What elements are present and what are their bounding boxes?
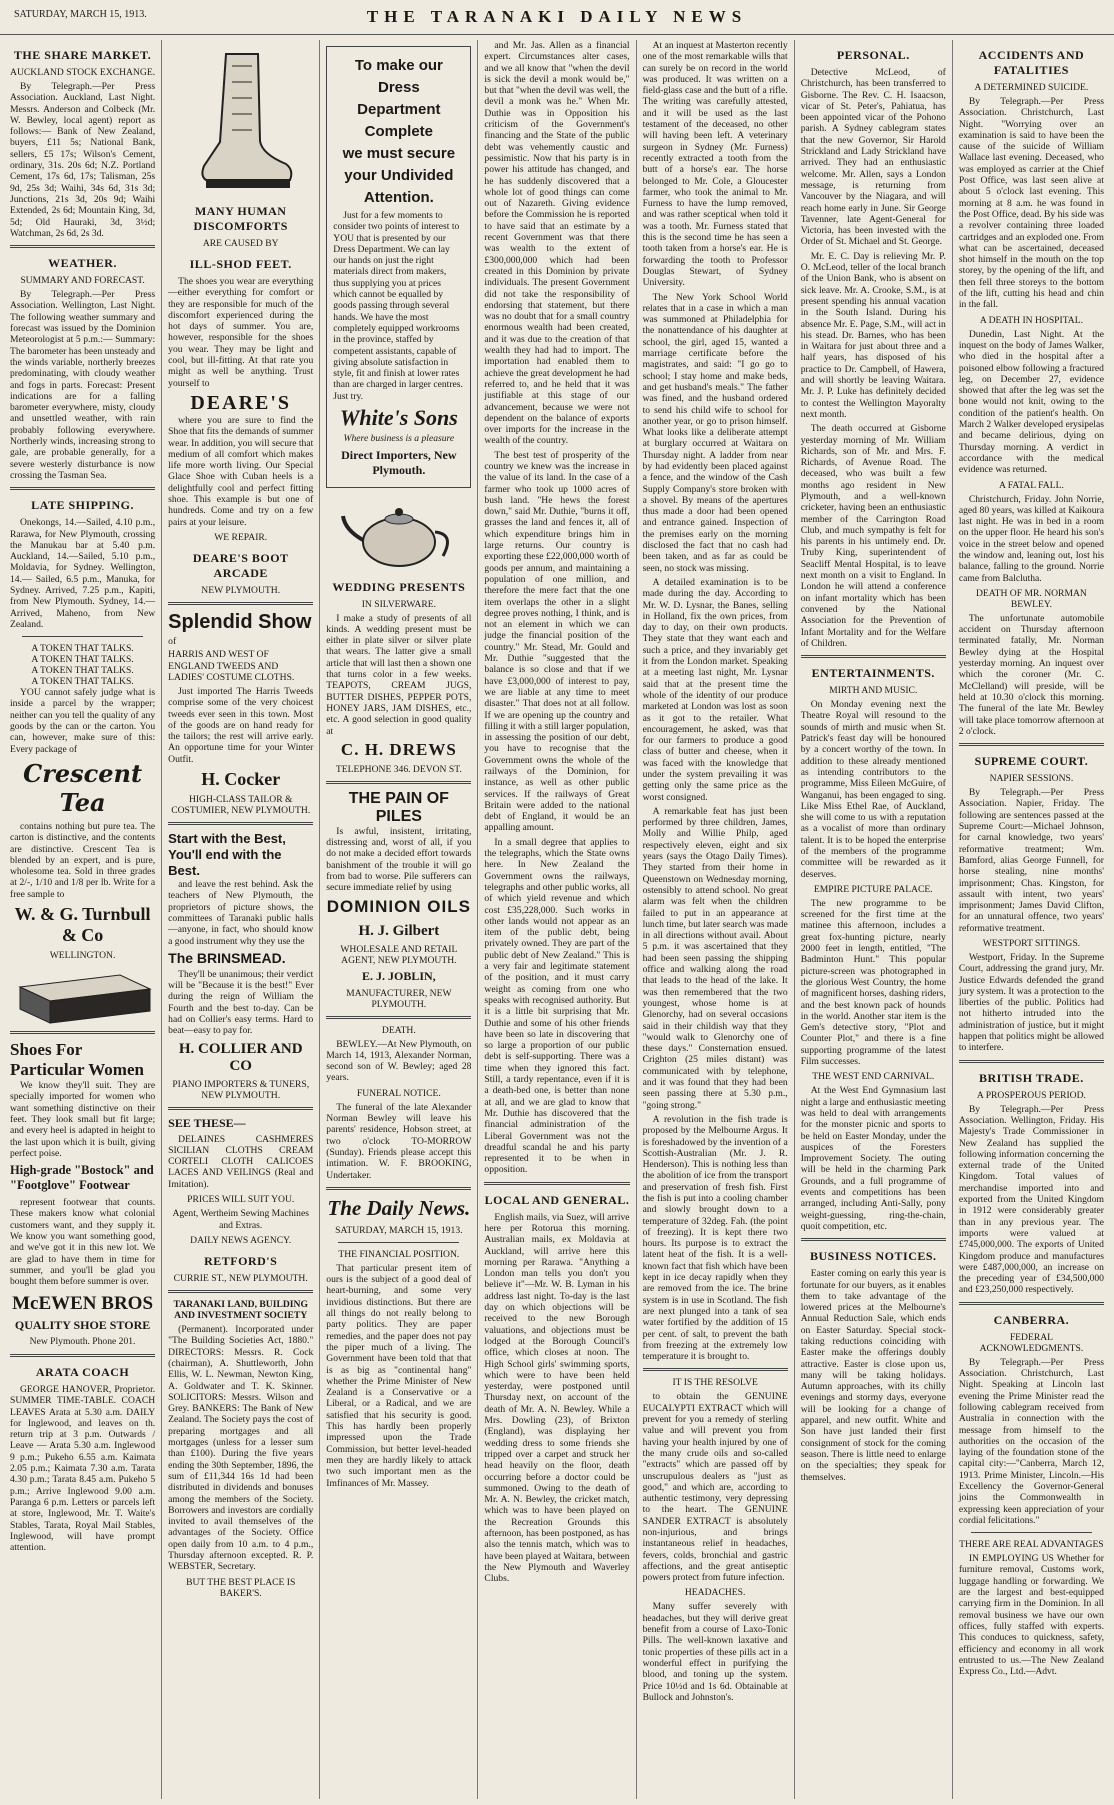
- column-1: [4, 40, 162, 1799]
- splendid-of: of: [168, 635, 177, 647]
- paper-date: SATURDAY, MARCH 15, 1913.: [335, 1224, 463, 1236]
- editorial-text: In a small degree that applies to the telegraphs, which the State owns here. In New Zealand the Government owns the railways, telegraphs and other public works, all of which yield revenue and which cost £35,228,000. Such works in other lands would not appear as an item of the public debt, being privately owned. They are part of the public debt of New Zealand." This is a very fair and legitimate statement of the position, and it must carry weight as coming from one who speaks with recognised authority. But it is a little bit surprising that Mr. Duthie and some of his other friends have been so late in discovering that so large a proportion of our public debt is self-supporting. There was a time when they ignored this fact. Still, a tardy repentance, even if it is a death-bed one, is better than none at all, and we are glad to know that Mr. Duthie has discovered that the financial administration of the Liberal Government was not the dreadful scandal he and his party represented it to be when in opposition.: [484, 836, 630, 1176]
- divider: [10, 1031, 155, 1034]
- resolve-heading: IT IS THE RESOLVE: [672, 1377, 758, 1389]
- mcewen-subtitle: QUALITY SHOE STORE: [14, 1318, 151, 1333]
- dress-line: your Undivided: [344, 167, 454, 184]
- retford-address: CURRIE ST., NEW PLYMOUTH.: [173, 1273, 308, 1285]
- divider: [801, 1238, 946, 1241]
- column-3: [320, 40, 478, 1799]
- entertainments-heading: ENTERTAINMENTS.: [811, 666, 935, 681]
- discomforts-heading: MANY HUMAN DISCOMFORTS: [193, 204, 288, 233]
- shipping-heading: LATE SHIPPING.: [31, 498, 134, 513]
- dress-line: To make our: [354, 57, 443, 74]
- personal-text: The death occurred at Gisborne yesterday morning of Mr. William Richards, son of Mr. and Mrs. F. Richards, of Avenue Road. The deceased, who was built a few months ago resident in New Plymouth, and a well-known cricketer, having been an enthusiastic member of the Carrington Road Club, and much sympathy is felt for his parents in his untimely end. Dr. Truby King, superintendent of Seacliff Mental Hospital, is to leave next month on a visit to England. In London he will attend a conference on infant mortality which has been convened by the National Association for the Prevention of Infant Mortality and for the Welfare of Children.: [800, 423, 946, 649]
- funeral-heading: FUNERAL NOTICE.: [356, 1087, 441, 1099]
- divider: [643, 1368, 788, 1371]
- newspaper-title: THE TARANAKI DAILY NEWS: [366, 7, 748, 26]
- gilbert-subtitle: WHOLESALE AND RETAIL AGENT, NEW PLYMOUTH.: [340, 943, 458, 966]
- supreme-court-heading: SUPREME COURT.: [974, 754, 1089, 769]
- divider: [10, 245, 155, 248]
- hospital-heading: A DEATH IN HOSPITAL.: [979, 314, 1083, 326]
- we-repair: WE REPAIR.: [214, 531, 268, 543]
- news-text: At an inquest at Masterton recently one of the most remarkable wills that can surely be on record in the world was produced. It was written on a field-glass case and the butt of a rifle. The writing was carefully attested, and it will be used as the last testament of the deceased, no other will having been left. A veterinary surgeon in Sydney (Mr. Furness) recently extracted a tooth from the butt of a horse's ear. The horse belonged to Mr. Cole, a Gloucester farmer, who took the animal to Mr. Furness to have the lump removed, and was rather sceptical when told it was a tooth. Mr. Furness stated that this is the second time he has seen a tooth taken from a horse's ear. He is forwarding the tooth to Professor Douglas Stewart, of Sydney University.: [642, 40, 788, 289]
- mcewen-address: New Plymouth. Phone 201.: [29, 1336, 136, 1348]
- coach-heading: ARATA COACH: [35, 1364, 130, 1379]
- piles-text: Is awful, insistent, irritating, distressing and, worst of all, if you do not make a decided effort towards banishment of the trouble it will go from bad to worse. Pile sufferers can secure immediate relief by using: [326, 825, 472, 894]
- divider: [10, 1354, 155, 1357]
- piles-heading: THE PAIN OF PILES: [348, 789, 449, 825]
- advantages-text: IN EMPLOYING US Whether for furniture removal, Customs work, luggage handling or forwarding. We are the largest and best-equipped carrying firm in the Dominion. In all removal business we have our own offices, fully staffed with experts. This conduces to quickness, safety, efficiency and economy in all work entrusted to us.—The New Zealand Express Co., Ltd.—Advt.: [958, 1553, 1104, 1678]
- deare-text-2: where you are sure to find the Shoe that fits the demands of summer wear. In addition, you will secure that medium of all comfort which makes life more worth living. Our Special Glace Shoe with Cuban heels is a delightfully cool and perfect fitting shoe. This example is but one of hundreds. Come and try on a few pairs at your leisure.: [168, 414, 314, 528]
- gilbert-brand: H. J. Gilbert: [358, 922, 440, 939]
- start-subheading: You'll end with the Best.: [168, 847, 282, 879]
- prices-line: PRICES WILL SUIT YOU.: [187, 1194, 295, 1206]
- issue-date: SATURDAY, MARCH 15, 1913.: [14, 9, 147, 20]
- drews-brand: C. H. DREWS: [340, 739, 457, 759]
- splendid-heading: Splendid Show: [168, 610, 312, 633]
- financial-text: That particular present item of ours is the subject of a good deal of heart-burning, and some very invidious distinctions. But there are all things do not really belong to party politics. They are paper remedies, and the paper does not pay the piper much of a living. The Government have been told that that is as big as "continental hang" whether the Prime Minister of New Zealand is a Conservative or a Liberal, or a Radical, and we are satisfied that his security is good. This has hardly been properly impressed upon the Trade Commission, but better level-headed men they are hardly likely to attack two such important men as the Imfinances of Mr. Massey.: [326, 1262, 472, 1489]
- wedding-text: I make a study of presents of all kinds. A wedding present must be either in plate silver or silver plate that wears. The latter give a small article that will last then a shown one that turns color in a few weeks. TEAPOTS, CREAM JUGS, BUTTER DISHES, PEPPER POTS, HONEY JARS, JAM DISHES, etc., etc. A good selection in good quality at: [326, 612, 472, 737]
- editorial-text: and Mr. Jas. Allen as a financial expert. Circumstances alter cases, and we all know that "when the devil is sick the devil a monk would be," but that "when the devil was well, the devil a monk was he." When Mr. Duthie was in Opposition his criticism of the Government's financing and the State of the public debt was vehemently caustic and pessimistic. Now that his party is in power his attitude has changed, and he has suddenly discovered that a whole lot of good things can come out of Nazareth. Giving evidence before the Commission he is reported to have said that an estimate by a recent Government was that there was wealth to the extent of £300,000,000 which had been created in this Dominion by private individuals. The present Government did not take the responsibility of endorsing that statement, but there was no doubt that for a small country enormous wealth had been created, and it was due to the creation of that wealth they had had to import. The importation had enabled them to achieve the great development he had referred to, and he held that it was justifiable at this stage of our advancement, because we were not dependent on the balance of exports over imports for the increase in the wealth of the country.: [484, 40, 630, 447]
- deare-place: NEW PLYMOUTH.: [201, 584, 281, 596]
- deare-text: The shoes you wear are everything—either everything for comfort or they are responsible for much of the discomfort experienced during the hot days of summer. You are, however, responsible for the shoes you wear. They may be light and cool, but ill-fitting. At that rate you might as well be anything. Trust yourself to: [168, 276, 314, 389]
- mirth-text: On Monday evening next the Theatre Royal will resound to the sounds of mirth and music when St. Patrick's feast day will be honoured by a concert worthy of the town. In addition to these already mentioned as intending contributors to the programme, Miss Eileen McGuire, of Wanganui, has been engaged to sing. Like Miss Ethel Rae, of Auckland, she will come to us with a reputation as a vocalist of more than ordinary talent. It is to be hoped the enterprise of the members of the programme committee will be rewarded as it deserves.: [800, 699, 946, 880]
- collier-subtitle: PIANO IMPORTERS & TUNERS, NEW PLYMOUTH.: [172, 1078, 310, 1101]
- british-trade-heading: BRITISH TRADE.: [979, 1070, 1084, 1085]
- personal-text: Mr. E. C. Day is relieving Mr. P. O. McLeod, teller of the local branch of the Union Bank, who is absent on sick leave. Mr. A. Crooke, S.M., is at present spending his annual vacation in the South Island. During his absence Mr. E. Page, S.M., will act in his stead. Dr. Barnes, who has been in Waitara for just about three and a half years, has disposed of his practice to Dr. Campbell, of Hawera, and will shortly be leaving Waitara. Mr. J. P. Luke has definitely decided to contest the Wellington Mayoralty next month.: [800, 250, 946, 420]
- divider: [168, 1290, 313, 1293]
- suicide-text: By Telegraph.—Per Press Association. Christchurch, Last Night. "Worrying over an examination is said to have been the cause of the suicide of William Wallace last evening. Deceased, who was employed as carrier at the Chief Post Office, was last seen alive at about 5 o'clock last evening. This morning at 8 a.m. he was found in the Post Office, dead. By his side was a revolver containing three loaded cartridges and an exploded one. From what can be ascertained, deceased shot himself in the mouth on the top storey, by the opening of the lift, and then fell three storeys to the bottom of the lift, cutting his head and chin in the fall.: [958, 96, 1104, 311]
- whites-tagline: Where business is a pleasure: [343, 433, 455, 445]
- bewley-text: The unfortunate automobile accident on Thursday afternoon terminated fatally, Mr. Norman Bewley dying at the Hospital yesterday morning. An inquest over which the coroner (Mr. C. McClelland) will preside, will be held at 10.30 o'clock this morning. The funeral of the late Mr. Bewley will take place tomorrow afternoon at 2 o'clock.: [958, 612, 1104, 737]
- empire-heading: EMPIRE PICTURE PALACE.: [813, 883, 933, 895]
- crescent-tea-text: contains nothing but pure tea. The carton is distinctive, and the contents are distinctive. Crescent Tea is blended by an expert, and is pure, wholesome tea. Sold in three grades at 2/-, 1/10 and 1/8 per lb. Write for a free sample to: [10, 820, 156, 900]
- shoes-text: We know they'll suit. They are specially imported for women who want something distinctive on their feet. They look small but fit large; and every heel is adapted in height to the last upon which it is built, giving perfect poise.: [10, 1080, 156, 1159]
- death-heading: DEATH.: [381, 1024, 416, 1036]
- lace-boot-icon: [186, 46, 296, 196]
- discomforts-subheading: ARE CAUSED BY: [202, 238, 279, 249]
- news-text: A remarkable feat has just been performed by three children, James, Molly and Willie Philp, aged respectively eleven, eight and six years (says the Otago Daily Times). They started from their home in Queenstown on Wednesday morning, ostensibly to attend school. No great alarm was felt when the children failed to put in an appearance at lunch time, but later search was made in all directions without avail. About 5 p.m. it was ascertained that they had been seen passing the shipping office and walking along the road that leads to the head of the lake. It was then remembered that the two youngest, whose home is at Glenorchy, had on several occasions said in their childish way that they "would walk to Glenorchy one of these days." Consternation ensued. Crighton (25 miles distant) was communicated with by telephone, and it was found that they had been seen passing there at 5.30 p.m., "going strong.": [642, 805, 788, 1111]
- cocker-brand: H. Cocker: [201, 769, 281, 790]
- dress-line: we must secure: [342, 145, 456, 162]
- columns: [4, 40, 1110, 1799]
- westport-text: Westport, Friday. In the Supreme Court, addressing the grand jury, Mr. Justice Edwards defended the grand jury system. It was a protection to the liberties of the public. Politics had not hitherto intruded into the administration of justice, but it might happen that politics might be allowed to interfere.: [958, 952, 1104, 1054]
- divider: [484, 1182, 629, 1185]
- turnbull-brand: W. & G. Turnbull & Co: [14, 904, 151, 946]
- westport-heading: WESTPORT SITTINGS.: [982, 938, 1081, 949]
- shoes-heading: Shoes For Particular Women: [10, 1040, 144, 1080]
- local-general-text: English mails, via Suez, will arrive here per Rotorua this morning. Australian mails, ex Moldavia at Auckland, will arrive here this morning per Rarawa. "Anything a London man tells you don't you believe it"—Mr. W. B. Lyman in his address last night. To-day is the last day on which objections will be received to the new Borough valuations, and objections must be lodged at the Borough Council's office, which closes at noon. The High School girls' swimming sports, which were to have been held yesterday, were postponed until Thursday next, on account of the death of Mr. A. N. Bewley. While a Mrs. Dowling (23), of Brixton (England), was displaying her wedding dress to some friends she tripped over a carpet and struck her head heavily on the floor, death occurring before a doctor could be summoned. Owing to the death of Mr. A. N. Bewley, the cricket match, which was to have been played on the Recreation Grounds this afternoon, has been postponed, as has also the tennis match, which was to have been played at Waitara, between the New Plymouth and Waverley Clubs.: [484, 1211, 630, 1585]
- funeral-text: The funeral of the late Alexander Norman Bewley will leave his parents' residence, Hobson street, at two o'clock TO-MORROW (Sunday). Friends please accept this intimation. W. F. BROOKING, Undertaker.: [326, 1101, 472, 1181]
- start-text: and leave the rest behind. Ask the teachers of New Plymouth, the proprietors of picture shows, the committees of Taranaki public halls—anyone, in fact, who should know a good instrument why they use the: [168, 879, 314, 947]
- crescent-tea-logo: Crescent Tea: [23, 758, 143, 817]
- divider: [326, 781, 471, 784]
- bostock-text: represent footwear that counts. These makers know what colonial customers want, and they supply it. We know you want something good, and we've got it in this new lot. We are glad to have them in time for summer, and you'll be glad you bought them before summer is over.: [10, 1197, 156, 1288]
- column-4: [478, 40, 636, 1799]
- dress-text: Just for a few moments to consider two points of interest to YOU that is presented by our Dress Department. We can lay our hands on just the right materials direct from makers, thus supplying you at prices which cannot be equalled by goods passing through several hands. We have the most completely equipped workrooms in the province, staffed by competent assistants, capable of giving absolute satisfaction in style, fit and finish at lower rates than are charged in larger centres. Just try.: [333, 210, 463, 402]
- trade-text: By Telegraph.—Per Press Association. Wellington, Friday. His Majesty's Trade Commissioner in New Zealand has supplied the following information concerning the external trade of the United Kingdom. Total values of merchandise imported into and exported from the United Kingdom in 1912 were considerably greater than in any previous year. The imports were valued at £745,000,000. The exports of United Kingdom produce and manufactures were £487,000,000, an increase on the preceding year of £34,500,000 and £23,250,000 respectively.: [958, 1103, 1104, 1296]
- bewley-heading: DEATH OF MR. NORMAN BEWLEY.: [975, 587, 1087, 610]
- divider: [971, 1532, 1092, 1533]
- divider: [10, 487, 155, 490]
- share-market-text: By Telegraph.—Per Press Association. Auckland, Last Night. Messrs. Anderson and Colbeck (Mr. W. Bewley, local agent) report as follows:— Bank of New Zealand, buyers, £11 5s; National Bank, sellers, £5 17s; Wilson's Cement, ordinary, 31s. 20s 6d; N.Z. Portland Cement, 17s 6d, 17s; Talisman, 25s 9d, 25s 3d; Waihi, 34s 6d, 31s 3d; Junctions, 21s 3d, 20s 9d; Waihi Extended, 2s 6d; Mountain King, 3d, 5d; Old Hauraki, 3d, 3½d; Watchman, 2s 6d, 2s 3d.: [10, 81, 156, 239]
- token-line: A TOKEN THAT TALKS.: [31, 654, 134, 666]
- column-7: [953, 40, 1110, 1799]
- suicide-heading: A DETERMINED SUICIDE.: [974, 82, 1089, 93]
- personal-heading: PERSONAL.: [836, 48, 910, 62]
- canberra-heading: CANBERRA.: [993, 1312, 1070, 1327]
- coach-text: GEORGE HANOVER, Proprietor. SUMMER TIME-TABLE. COACH LEAVES Arata at 5.30 a.m. DAILY for Inglewood, and leaves on th. return trip at 3 p.m. Outwards / Leave — Arata 5.30 a.m. Inglewood 9 p.m.; Pukeho 6.55 a.m. Kaimata 2.05 p.m.; Kaimata 7.30 a.m. Tarata 4.30 p.m.; Tarata 8.45 a.m. Pukeho 5 p.m.; Arrive Inglewood 9.00 a.m. Paranga 6 p.m. Letters or parcels left at store, Inglewood, Mr. T. Waite's Stables, Tarata, Royal Mail Stables, Inglewood, will have prompt attention.: [10, 1383, 156, 1554]
- news-text: A revolution in the fish trade is proposed by the Melbourne Argus. It is foreshadowed by the invention of a Scottish-Australian (Mr. J. R. Henderson). This is nothing less than the abolition of ice from the transport and preservation of fresh fish. First the fish is put into a cooling chamber and slowly brought down to a temperature of 32deg. Fah. (the point of freezing). It is kept there two hours. Its purpose is to extract the latent heat of the fish. It is a well-known fact that fish which have been kept in ice decay rapidly when they are removed from the ice. The brine system is in use in Scotland. The fish are next plunged into a tank of sea water fortified by the addition of 15 per cent. of salt, to prevent the bath from freezing at the extremely low temperature it is brought to.: [642, 1113, 788, 1363]
- retford-brand: RETFORD'S: [204, 1254, 278, 1269]
- wedding-heading: WEDDING PRESENTS: [332, 579, 466, 594]
- token-line: A TOKEN THAT TALKS.: [31, 643, 134, 655]
- editorial-text: The best test of prosperity of the country we knew was the increase in the value of its land. In the case of a farmer who took up 1000 acres of bush land. "He hews the forest down," said Mr. Duthie, "burns it off, grasses the land and fences it, all of which expenditure brings him in large returns. Our country is exporting these £22,000,000 worth of goods per annum, and maintaining a population of one million, and therefore the mere fact that the one item overlaps the other in a slight degree proves nothing, I think, and is not an element in which we can judge the financial position of the country." Mr. Stead, Mr. Gould and Mr. Duthie "suggested that the balance is so close and that if we have £3,000,000 of interest to pay, we are liable at any time to meet disaster." That does not at all follow. If we are opening up the country and filling it with a still larger population, in assessing the position of our debt, you have to recognise that the Government owns the whole of the railways of the Dominion, for instance, as well as other public services. If the railways of Great Britain were added to the national debt of England, it would be an appalling amount.: [484, 449, 630, 834]
- see-these-heading: SEE THESE—: [168, 1115, 246, 1130]
- news-text: A detailed examination is to be made during the day. According to Mr. W. D. Lysnar, the Banes, selling in Holland, fix the own prices, from day to day, on their own products. They state that they want each and such a price, and they invariably get it from the London market. Speaking at a meeting last night, Mr. Lysnar said that at the present time the whole of the identity of our produce marketed at London was lost as soon as it got to the retailer. What encouragement, he asked, was that for our farmers to produce a good class of butter and cheese, when it was faced with the knowledge that under the system prevailing it was getting only the same price as the worst consigned.: [642, 576, 788, 803]
- teapot-icon: [339, 494, 459, 572]
- ill-shod-heading: ILL-SHOD FEET.: [189, 257, 292, 271]
- bostock-heading: High-grade "Bostock" and "Footglove" Footwear: [10, 1163, 154, 1193]
- masthead: [0, 0, 1114, 35]
- drews-subtitle: TELEPHONE 346. DEVON ST.: [335, 763, 462, 775]
- divider: [168, 1107, 313, 1110]
- deare-brand: DEARE'S: [190, 391, 292, 414]
- mirth-heading: MIRTH AND MUSIC.: [829, 685, 918, 697]
- divider: [959, 1302, 1104, 1305]
- dress-line: Attention.: [363, 189, 434, 206]
- divider: [959, 743, 1104, 746]
- business-heading: BUSINESS NOTICES.: [809, 1249, 937, 1264]
- token-text: YOU cannot safely judge what is inside a parcel by the wrapper; neither can you tell the quality of any goods by the can or the carton. You can, however, make sure of this: Every package of: [10, 687, 156, 755]
- joblin-subtitle: MANUFACTURER, NEW PLYMOUTH.: [346, 987, 452, 1010]
- fall-heading: A FATAL FALL.: [998, 479, 1064, 491]
- advantages-heading: THERE ARE REAL ADVANTAGES: [959, 1539, 1104, 1551]
- divider: [326, 1187, 471, 1190]
- brinsmead-heading: The BRINSMEAD.: [168, 949, 286, 966]
- deare-arcade: DEARE'S BOOT ARCADE: [192, 550, 289, 580]
- financial-heading: THE FINANCIAL POSITION.: [338, 1248, 460, 1260]
- bottom-ad: BUT THE BEST PLACE IS BAKER'S.: [186, 1576, 296, 1599]
- wedding-subheading: IN SILVERWARE.: [361, 598, 436, 610]
- wertheim-line: Agent, Wertheim Sewing Machines and Extras.: [172, 1208, 309, 1231]
- local-general-heading: LOCAL AND GENERAL.: [484, 1192, 630, 1207]
- turnbull-place: WELLINGTON.: [49, 950, 116, 962]
- mcewen-brand: McEWEN BROS: [12, 1293, 154, 1315]
- land-society-heading: TARANAKI LAND, BUILDING AND INVESTMENT SOCIETY: [173, 1299, 308, 1322]
- business-text: Easter coming on early this year is fortunate for our buyers, as it enables them to take advantage of the lowered prices at the Melbourne's Annual Reduction Sale, which ends on Easter Saturday. Special stock-taking reductions coinciding with Easter make the offerings doubly attractive. Easter is close upon us, many will be taking holidays. Autumn approaches, with its chilly evenings and stormy days, everyone will be looking for a change of apparel, and new outfit. White and Son have just landed their first consignment of stock for the coming season. There is little need to enlarge on the specialties; they speak for themselves.: [800, 1268, 946, 1483]
- token-line: A TOKEN THAT TALKS.: [31, 676, 134, 688]
- napier-heading: NAPIER SESSIONS.: [989, 773, 1074, 785]
- see-these-text: DELAINES CASHMERES SICILIAN CLOTHS CREAM CORTELI CLOTH CALICOES LACES AND VEILINGS (Real and Imitation).: [168, 1133, 314, 1190]
- canberra-text: By Telegraph.—Per Press Association. Christchurch, Last Night. Speaking at Lincoln last evening the Prime Minister read the following cablegram received from Australia in connection with the message from himself to the authorities on the occasion of the laying of the foundation stone of the capital city:—"Canberra, March 12, 1913. Prime Minister, Lincoln.—His Excellency the Governor-General joins the Commonwealth in expressing keen appreciation of your cordial felicitations.": [958, 1356, 1104, 1526]
- news-text: The New York School World relates that in a case in which a man was summoned at Philadelphia for the nonattendance of his daughter at school, the girl, aged 15, wanted a marriage certificate before the magistrates, and said: "I go go to school; I stay home and make beds, and get husband's meals." The father was fined, and the husband ordered to send his child wife to school for another year, or go to prison himself. What looks like a deliberate attempt at burglary occurred at Waitara on Thursday night. A ladder from near by had evidently been placed against a fence, and the window of the Cash Supply Company's store broken with a shovel. By means of the apertures thus made a door had been opened and entrance gained. Inspection of the premises early on the morning disclosed the fact that no cash had been taken, and as far as could be seen, no stock was missing.: [642, 291, 788, 574]
- weather-heading: WEATHER.: [48, 256, 117, 271]
- divider: [801, 655, 946, 658]
- joblin-brand: E. J. JOBLIN,: [362, 968, 436, 983]
- whites-subtitle: Direct Importers, New Plymouth.: [341, 447, 457, 477]
- prosperous-heading: A PROSPEROUS PERIOD.: [976, 1089, 1086, 1101]
- token-line: A TOKEN THAT TALKS.: [31, 665, 134, 677]
- weather-subheading: SUMMARY AND FORECAST.: [20, 275, 145, 287]
- column-5: [637, 40, 795, 1799]
- tea-packet-icon: [10, 967, 160, 1025]
- carnival-text: At the West End Gymnasium last night a large and enthusiastic meeting was held to deal with arrangements for the monster picnic and sports to be held on Easter Monday, under the auspices of the Foresters Improvement Society. The outing will be held in the charming Park Grounds, and a full programme of events and competitions has been arranged, including Anti-Sally, pony weight-guessing, ring-the-chain, quoit competition, etc.: [800, 1085, 946, 1232]
- death-text: BEWLEY.—At New Plymouth, on March 14, 1913, Alexander Norman, second son of W. Bewley; aged 28 years.: [326, 1038, 472, 1084]
- paper-nameplate: The Daily News.: [327, 1195, 471, 1220]
- federal-heading: FEDERAL ACKNOWLEDGMENTS.: [979, 1331, 1084, 1354]
- divider: [168, 602, 313, 605]
- napier-text: By Telegraph.—Per Press Association. Napier, Friday. The following are sentences passed at the Supreme Court:—Michael Johnson, for carnal knowledge, two years' reformative treatment; Wm. Bamford, alias George Funnell, for horse stealing, nine months' imprisonment; Chas. Kingston, for assault with intent, two years' imprisonment; James David Clifton, for an unnatural offence, two years' reformative treatment.: [958, 787, 1104, 934]
- headaches-heading: HEADACHES.: [684, 1587, 746, 1599]
- shipping-text: Onekongs, 14.—Sailed, 4.10 p.m., Rarawa, for New Plymouth, crossing the Manukau bar at 5.40 p.m. Auckland, 14.—Sailed, 5.10 p.m., Moldavia, for Sydney. Wellington, 14.— Sailed, 6.5 p.m., Manuka, for Sydney. Arrived, 7.25 p.m., Kapiti, from New Plymouth. Sydney, 14.—Arrived, Maheno, from New Zealand.: [10, 517, 156, 630]
- brinsmead-text: They'll be unanimous; their verdict will be "Because it is the best!" Ever during the reign of William the Fourth and the best to-day. Can be had on Collier's easy terms. Hard to beat—easy to pay for.: [168, 968, 314, 1037]
- collier-brand: H. COLLIER AND CO: [178, 1040, 303, 1074]
- dress-line: Department: [357, 101, 441, 118]
- fall-text: Christchurch, Friday. John Norrie, aged 80 years, was killed at Kaikoura last night. He was in bed in a room on the upper floor. He heard his son's voice in the street below and opened the window and, leaning out, lost his balance, falling to the ground. Norrie came from Balclutha.: [958, 493, 1104, 584]
- divider: [326, 1016, 471, 1019]
- splendid-text: Just imported The Harris Tweeds comprise some of the very choicest tweeds ever seen in this town. Most of the goods are on hand ready for the tailors; the rest will arrive early. An opportune time for your Winter Outfit.: [168, 685, 314, 765]
- dress-line: Dress: [378, 79, 420, 96]
- hospital-text: Dunedin, Last Night. At the inquest on the body of James Walker, who died in the hospital after a poisoned elbow following a fractured leg, on December 27, evidence showed that after the leg was set the bone would not knit, owing to the condition of the patient's health. On March 2 Walker developed erysipelas and became delirious, dying on Thursday morning. A verdict in accordance with the medical evidence was returned.: [958, 328, 1104, 476]
- crescent-tea-ad: [10, 759, 155, 817]
- splendid-goods: HARRIS AND WEST OF ENGLAND TWEEDS AND LADIES' COSTUME CLOTHS.: [168, 649, 295, 684]
- divider: [22, 636, 143, 637]
- start-heading: Start with the Best,: [168, 831, 286, 847]
- personal-text: Detective McLeod, of Christchurch, has been transferred to Gisborne. The Rev. C. H. Isaacson, vicar of St. Peter's, Pahiatua, has been appointed vicar of the Pohono parish. A Sydney cablegram states that the new Governor, Sir Harold Strickland and Lady Strickland have arrived. They had an enthusiastic welcome. Mr. Allen, says a London message, is returning from Vancouver by the Niagara, and will reach home early in June. Sir George Tavenner, late Agent-General for Victoria, has been invested with the Order of St. Michael and St. George.: [800, 67, 946, 248]
- divider: [959, 1060, 1104, 1063]
- dominion-oils: DOMINION OILS: [326, 896, 471, 916]
- divider: [168, 822, 313, 825]
- dress-department-ad: [326, 46, 471, 488]
- weather-text: By Telegraph.—Per Press Association. Wellington, Last Night. The following weather summary and forecast was issued by the Dominion Meteorologist at 5 p.m.:— Summary: The barometer has been unsteady and the winds variable, northerly breezes predominating, with cloudy weather and fogs in parts. Forecast: Present indications are for a falling barometer everywhere, misty, cloudy and unsettled weather, with rain probably following everywhere. Northerly winds, increasing strong to gale, are probable generally, for a severe westerly disturbance is now crossing the Tasman Sea.: [10, 289, 156, 481]
- column-6: [795, 40, 953, 1799]
- divider: [338, 1242, 459, 1243]
- resolve-text: to obtain the GENUINE EUCALYPTI EXTRACT which will prevent for you a remedy of sterling value and will prevent you from having your health injured by one of the many crude oils and so-called "extracts" which are passed off by unscrupulous dealers as "just as good," and which are, according to authentic testimony, very depressing to the heart. The GENUINE SANDER EXTRACT is absolutely non-injurious, and brings instantaneous relief in headaches, fevers, colds, bronchial and gastric affections, and the great antiseptic powers protect from future infection.: [642, 1391, 788, 1584]
- column-2: [162, 40, 320, 1799]
- carnival-heading: THE WEST END CARNIVAL.: [812, 1071, 935, 1083]
- cocker-subtitle: HIGH-CLASS TAILOR & COSTUMIER, NEW PLYMOUTH.: [171, 794, 311, 817]
- dress-line: Complete: [364, 123, 434, 140]
- headaches-text: Many suffer severely with headaches, but they will derive great benefit from a course of Laxo-Tonic Pills. The well-known laxative and tonic properties of these pills act in a wonderful effect in purifying the blood, and toning up the system. Price 10½d and 1s 6d. Obtainable at Bullock and Johnston's.: [642, 1601, 788, 1703]
- accidents-heading: ACCIDENTS AND FATALITIES: [978, 48, 1085, 77]
- share-market-subheading: AUCKLAND STOCK EXCHANGE.: [10, 67, 156, 78]
- land-society-text: (Permanent). Incorporated under "The Building Societies Act, 1880." DIRECTORS: Messrs. R. Cock (chairman), A. Shuttleworth, John Ellis, W. L. Newman, Newton King, A. Goldwater and T. K. Skinner. SOLICITORS: Messrs. Wilson and Grey. BANKERS: The Bank of New Zealand. The Society pays the cost of preparing mortgages and all mortgages (unless for a lesser sum than £100). During the five years ending the 30th September, 1896, the sum of £11,344 16s 1d had been distributed in dividends and bonuses among the members of the Society. Borrowers and investors are cordially invited to avail themselves of the advantages of the Society. Office open daily from 10 a.m. to 4 p.m., Thursday afternoon excepted. R. P. WEBSTER, Secretary.: [168, 1324, 314, 1573]
- whites-logo: White's Sons: [339, 405, 458, 431]
- news-agency-line: DAILY NEWS AGENCY.: [190, 1235, 292, 1247]
- share-market-heading: THE SHARE MARKET.: [13, 48, 152, 62]
- empire-text: The new programme to be screened for the first time at the matinee this afternoon, includes a great fox-hunting picture, nearly 2000 feet in length, entitled, "The Badminton Hunt." This popular picture-screen was photographed in the glorious West Country, the home of magnificent horses, dashing riders, and the best known pack of hounds in the world. Another star item is the Gem's detective story, "Plot and Counter Plot," and there is a fine supporting programme of the latest Film successes.: [800, 897, 946, 1068]
